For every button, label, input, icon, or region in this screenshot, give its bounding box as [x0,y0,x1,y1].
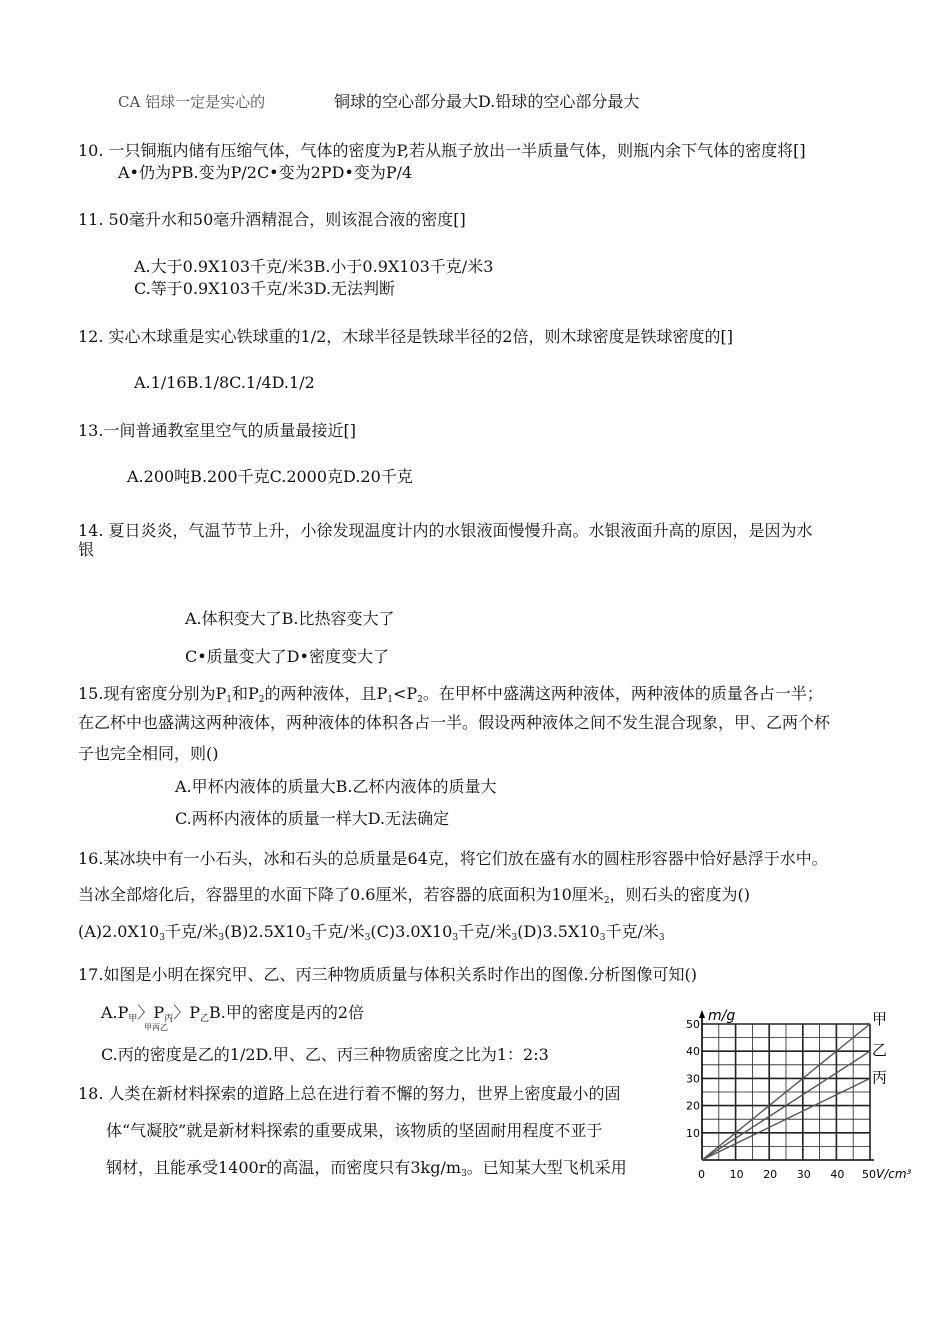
chart-axes [699,1010,874,1160]
x-tick-label: 20 [763,1168,778,1181]
x-tick-label: 10 [729,1168,744,1181]
q13-options: A.200吨B.200千克C.2000克D.20千克 [127,467,413,486]
q18-line1: 18. 人类在新材料探索的道路上总在进行着不懈的努力，世界上密度最小的固 [78,1084,621,1103]
q15-line3: 子也完全相同，则() [78,744,219,763]
q14-line1: 14. 夏日炎炎，气温节节上升，小徐发现温度计内的水银液面慢慢升高。水银液面升高的原因，是因为水 [78,521,813,540]
x-tick-label: 0 [698,1168,705,1181]
q17-options-cd: C.丙的密度是乙的1/2D.甲、乙、丙三种物质密度之比为1：2:3 [101,1045,549,1064]
chart-ylabel: m/g [708,1008,736,1024]
y-tick-label: 40 [686,1045,700,1059]
q13-stem: 13.一间普通教室里空气的质量最接近[] [78,421,356,440]
x-tick-label: 50 [862,1168,876,1181]
q17-subscript-row: 甲丙乙 [144,1023,168,1032]
y-tick-label: 50 [686,1018,700,1031]
q14-line2: 银 [78,540,95,559]
series-label: 乙 [872,1041,888,1060]
fragment-left: CA 铝球一定是实心的 [118,93,266,111]
q17-options-ab: $A.P_甲$〉$P_丙$〉$P_乙B$.甲的密度是丙的2倍 [101,1003,365,1024]
q12-options: A.1/16B.1/8C.1/4D.1/2 [134,373,315,392]
q10-options: A•仍为PB.变为P/2C•变为2PD•变为P/4 [118,163,413,182]
x-tick-label: 40 [830,1168,845,1181]
fragment-right: 铜球的空心部分最大D.铅球的空心部分最大 [334,92,640,111]
q15-line2: 在乙杯中也盛满这两种液体，两种液体的体积各占一半。假设两种液体之间不发生混合现象，甲、乙两个杯 [78,713,831,732]
q16-line1: 16.某冰块中有一小石头，冰和石头的总质量是64克，将它们放在盛有水的圆柱形容器中恰好悬浮于水中。 [78,849,828,868]
q16-line2: 当冰全部熔化后，容器里的水面下降了0.6厘米，若容器的底面积为10厘米$_2$，则石头的密度为() [78,885,751,906]
q11-stem: 11. 50毫升水和50毫升酒精混合，则该混合液的密度[] [78,210,466,229]
q10-stem: 10. 一只铜瓶内储有压缩气体，气体的密度为P,若从瓶子放出一半质量气体，则瓶内余下气体的密度将[] [78,141,806,160]
y-axis-arrow [699,1010,705,1018]
q18-line3: 钢材，且能承受1400r的高温，而密度只有$3kg/m_3$。已知某大型飞机采用 [106,1158,627,1179]
q11-options-ab: A.大于0.9X103千克/米3B.小于0.9X103千克/米3 [134,257,494,276]
q15-options-cd: C.两杯内液体的质量一样大D.无法确定 [175,809,450,828]
series-label: 丙 [872,1068,888,1087]
q18-line2: 体“气凝胶”就是新材料探索的重要成果，该物质的坚固耐用程度不亚于 [106,1121,603,1140]
q12-stem: 12. 实心木球重是实心铁球重的1/2，木球半径是铁球半径的2倍，则木球密度是铁球密度的[] [78,327,733,346]
y-tick-label: 20 [686,1099,700,1113]
q14-options-ab: A.体积变大了B.比热容变大了 [185,609,395,628]
y-tick-label: 30 [686,1072,700,1086]
q14-options-cd: C•质量变大了D•密度变大了 [185,647,389,666]
q15-line1: 15.现有密度分别为$P_1$和$P_2$的两种液体，且$P_1<P_2$。在甲杯中盛满这两种液体，两种液体的质量各占一半； [78,684,823,705]
q16-options: $(A)2.0X10_3$千克/米$_3(B)2.5X10_3$千克/米$_3(C)3.0X10_3$千克/米$_3(D)3.5X10_3$千克/米$_3$ [78,922,665,943]
x-tick-label: 30 [796,1168,811,1181]
mass-volume-chart [684,1008,920,1188]
q15-options-ab: A.甲杯内液体的质量大B.乙杯内液体的质量大 [175,777,497,796]
series-label: 甲 [872,1010,888,1028]
y-tick-label: 10 [686,1126,700,1140]
chart-xlabel: V/cm³ [876,1167,912,1181]
q11-options-cd: C.等于0.9X103千克/米3D.无法判断 [134,279,396,298]
q17-stem: 17.如图是小明在探究甲、乙、丙三种物质质量与体积关系时作出的图像.分析图像可知() [78,965,698,984]
chart-series [702,1010,887,1160]
